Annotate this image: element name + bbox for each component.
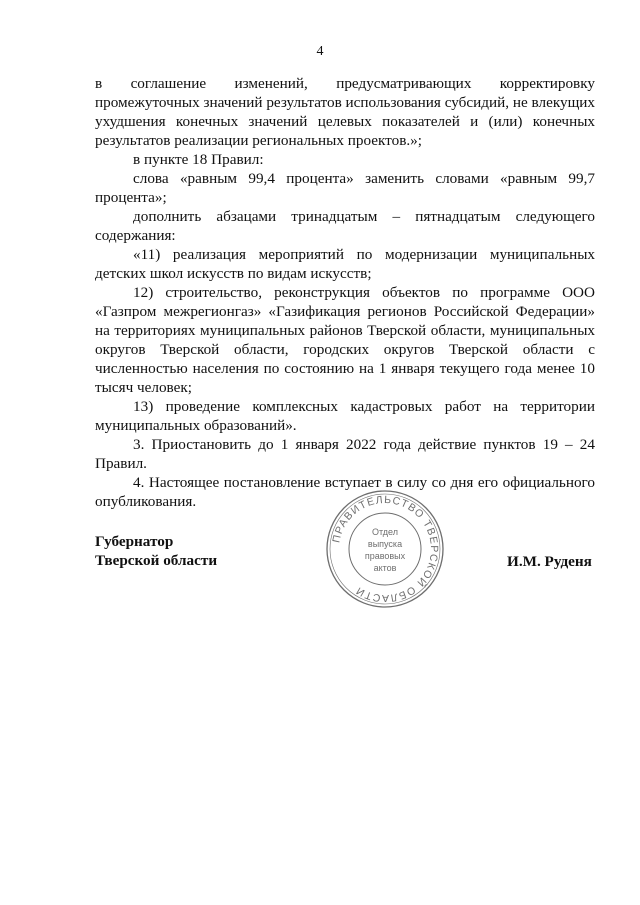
signatory-region: Тверской области [95,552,218,569]
page-number: 4 [316,44,324,59]
stamp-ring-text: ПРАВИТЕЛЬСТВО ТВЕРСКОЙ ОБЛАСТИ [330,493,441,604]
signatory-position [95,532,217,570]
paragraph-9: 4. Настоящее постановление вступает в силу со дня его официального опубликования. [95,474,595,510]
paragraph-4: дополнить абзацами тринадцатым – пятнадцатым следующего содержания: [95,208,595,244]
paragraph-7: 13) проведение комплексных кадастровых работ на территории муниципальных образований». [95,398,595,434]
official-stamp [324,488,446,610]
paragraph-2: в пункте 18 Правил: [133,151,264,168]
stamp-seal-icon [324,488,446,610]
paragraph-3: слова «равным 99,4 процента» заменить словами «равным 99,7 процента»; [95,170,595,206]
stamp-center-line2: выпуска [367,539,403,549]
paragraph-5: «11) реализация мероприятий по модернизации муниципальных детских школ искусств по видам искусств; [95,246,595,282]
signatory-title: Губернатор [95,533,174,550]
document-body [95,74,595,511]
signatory-name: И.М. Руденя [507,553,592,570]
paragraph-1: в соглашение изменений, предусматривающих корректировку промежуточных значений результатов использования субсидий, не влекущих ухудшения конечных значений целевых показателей и (или) конечных результатов реализации региональных проектов.»; [95,75,595,149]
paragraph-8: 3. Приостановить до 1 января 2022 года действие пунктов 19 – 24 Правил. [95,436,595,472]
stamp-center-line4: актов [373,563,397,573]
stamp-center-line3: правовых [364,551,406,561]
stamp-center-line1: Отдел [371,527,399,537]
paragraph-6: 12) строительство, реконструкция объектов по программе ООО «Газпром межрегионгаз» «Газификация регионов Российской Федерации» на территориях муниципальных районов Тверской области, муниципальных округов Тверской области, городских округов Тверской области с численностью населения по состоянию на 1 января текущего года менее 10 тысяч человек; [95,284,595,396]
